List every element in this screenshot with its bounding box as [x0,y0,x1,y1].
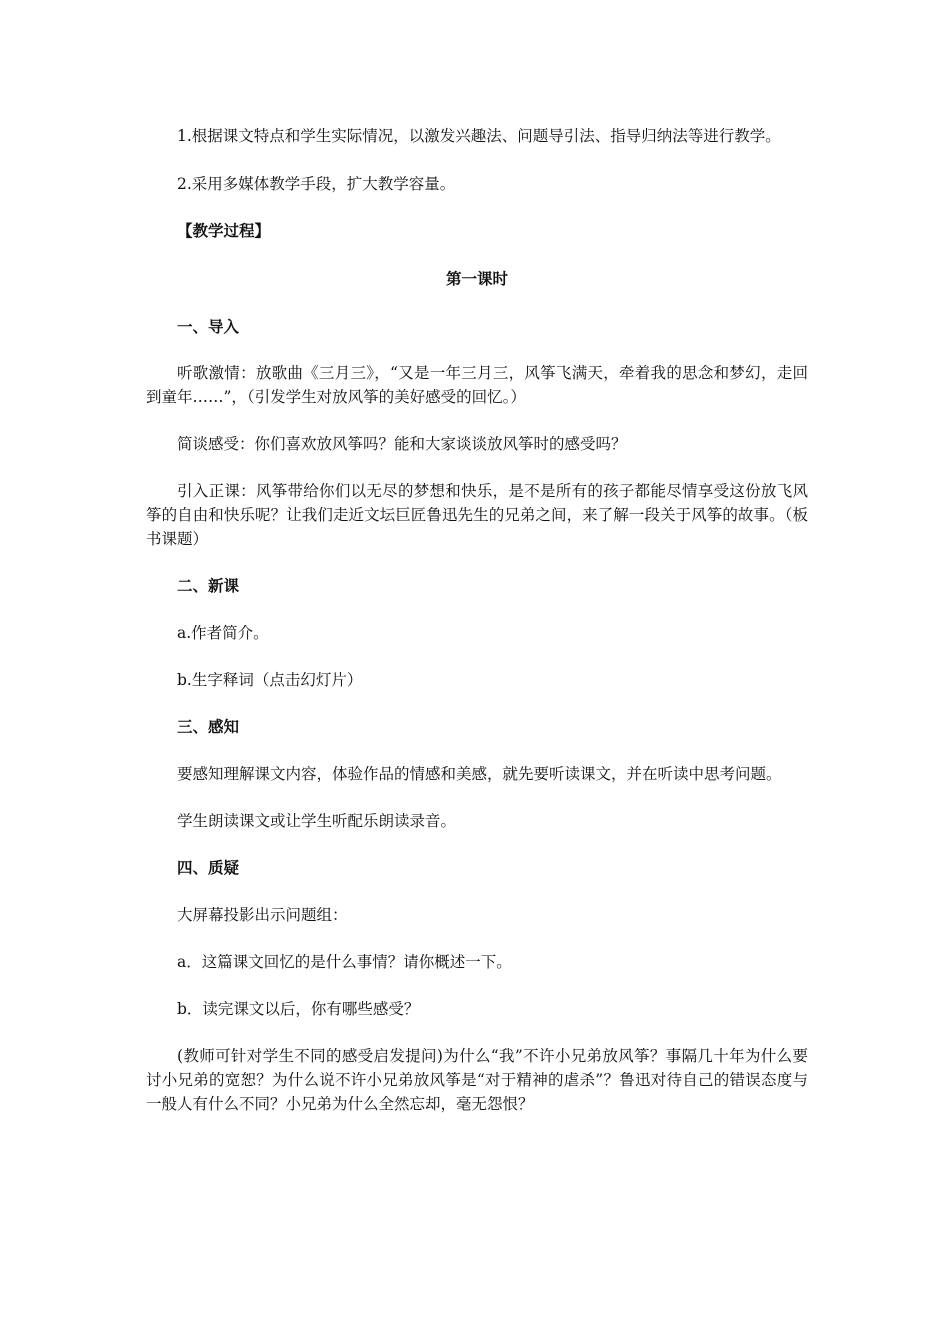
perceive-paragraph-1: 要感知理解课文内容，体验作品的情感和美感，就先要听读课文，并在听读中思考问题。 [177,765,782,783]
intro-paragraph-song: 听歌激情：放歌曲《三月三》，“又是一年三月三，风筝飞满天，牵着我的思念和梦幻，走回到童年……”，（引发学生对放风筝的美好感受的回忆。） [146,364,808,406]
method-item-1: 1.根据课文特点和学生实际情况，以激发兴趣法、问题导引法、指导归纳法等进行教学。 [177,127,781,145]
section-heading-question: 四、质疑 [177,858,240,877]
intro-paragraph-talk: 简谈感受：你们喜欢放风筝吗？能和大家谈谈放风筝时的感受吗？ [177,435,627,453]
perceive-paragraph-2: 学生朗读课文或让学生听配乐朗读录音。 [177,812,457,830]
question-paragraph-prompts: (教师可针对学生不同的感受启发提问)为什么“我”不许小兄弟放风筝？事隔几十年为什么要讨小兄弟的宽恕？为什么说不许小兄弟放风筝是“对于精神的虐杀”？鲁迅对待自己的错误态度与一般人有什么不同？小兄弟为什么全然忘却，毫无怨恨？ [146,1047,808,1113]
question-item-b: b．读完课文以后，你有哪些感受？ [177,1000,420,1018]
question-paragraph-intro: 大屏幕投影出示问题组： [177,906,348,924]
section-heading-perceive: 三、感知 [177,717,240,736]
question-item-a: a．这篇课文回忆的是什么事情？请你概述一下。 [177,953,512,971]
process-heading: 【教学过程】 [177,221,271,240]
intro-paragraph-lead: 引入正课：风筝带给你们以无尽的梦想和快乐，是不是所有的孩子都能尽情享受这份放飞风筝的自由和快乐呢？让我们走近文坛巨匠鲁迅先生的兄弟之间，来了解一段关于风筝的故事。（板书课题） [146,482,808,548]
new-lesson-item-a: a.作者简介。 [177,624,269,642]
section-heading-intro: 一、导入 [177,317,240,336]
method-item-2: 2.采用多媒体教学手段，扩大教学容量。 [177,175,456,193]
new-lesson-item-b: b.生字释词（点击幻灯片） [177,671,363,689]
lesson-title: 第一课时 [445,269,508,288]
document-body [146,124,808,1116]
section-heading-new-lesson: 二、新课 [177,576,240,595]
